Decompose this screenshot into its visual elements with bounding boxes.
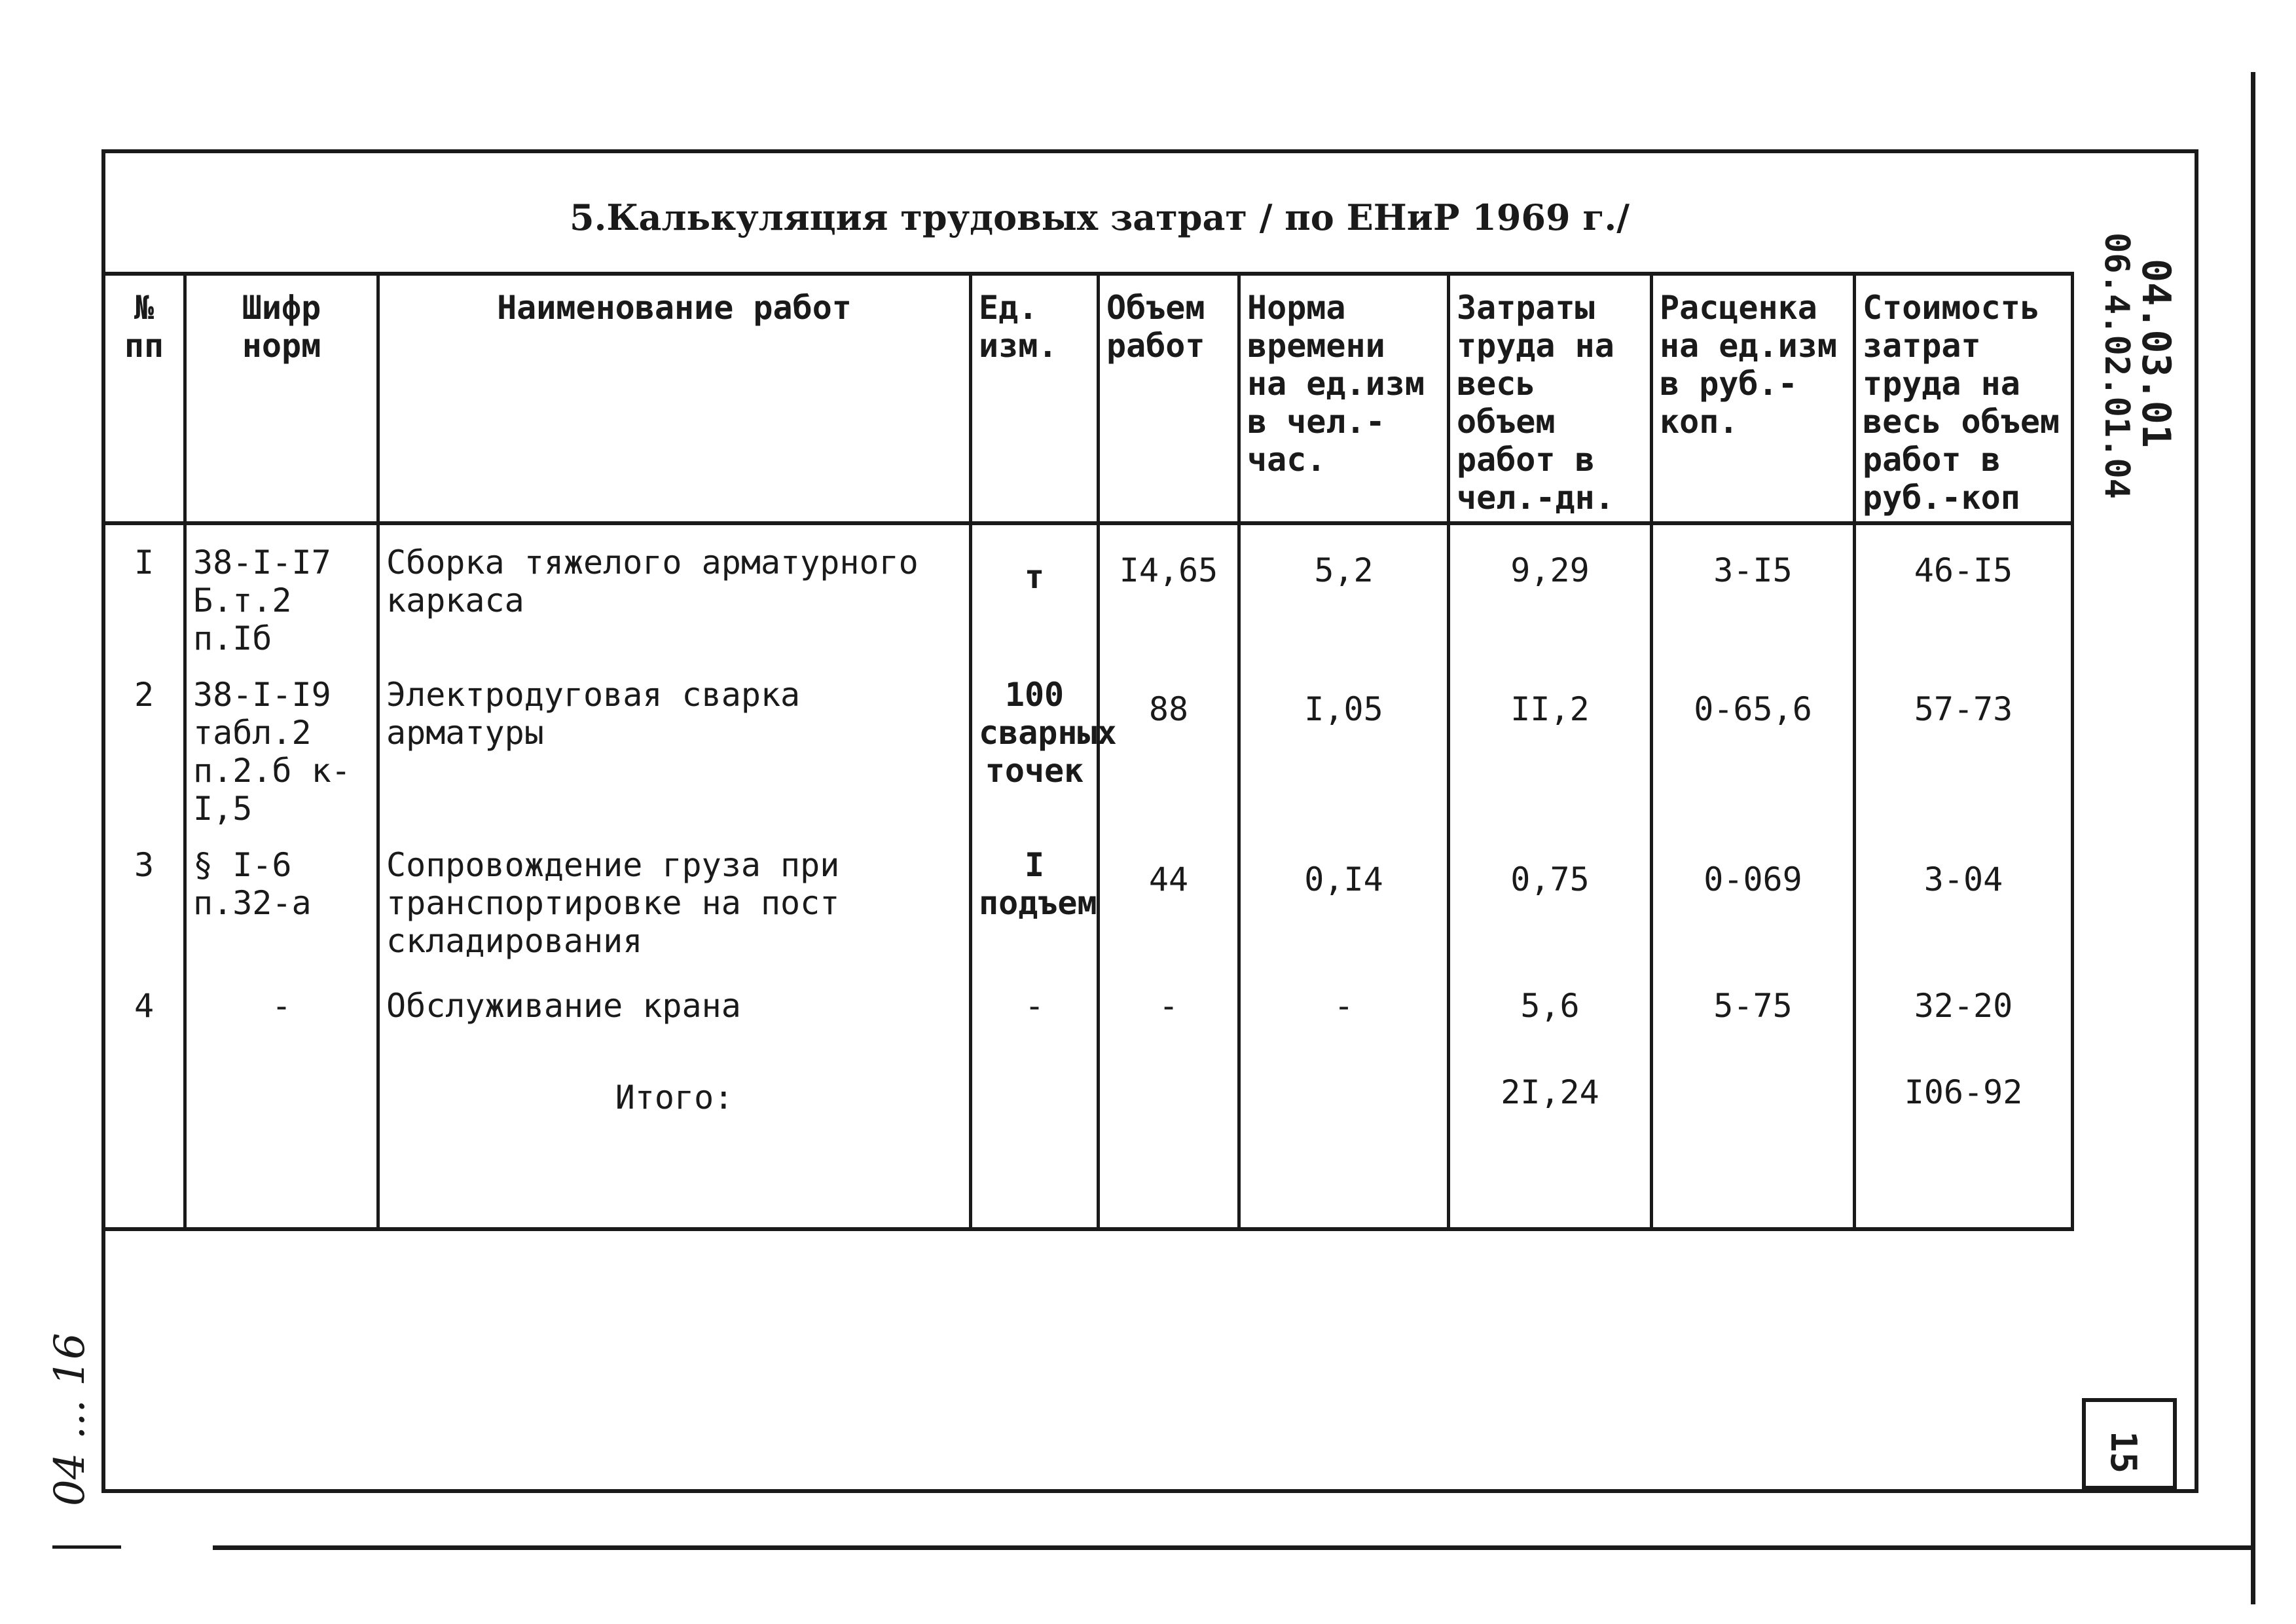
row-time-norm: I,05 [1239, 657, 1449, 828]
row-cost-total: 57-73 [1855, 657, 2073, 828]
header-time-norm: Норма времени на ед.изм в чел.-час. [1239, 274, 1449, 523]
row-cost-total: 3-04 [1855, 828, 2073, 969]
table-row [103, 828, 2073, 969]
row-time-norm: 5,2 [1239, 523, 1449, 657]
row-volume: 44 [1099, 828, 1239, 969]
header-labor-total: Затраты труда на весь объем работ в чел.-дн. [1449, 274, 1652, 523]
header-rate: Расценка на ед.изм в руб.-коп. [1652, 274, 1855, 523]
row-unit: I подъем [971, 828, 1099, 969]
total-labor: 2I,24 [1449, 1060, 1652, 1229]
row-work-name: Сопровождение груза при транспортировке на пост складирования [378, 828, 971, 969]
labor-cost-table [101, 272, 2074, 1231]
row-rate: 5-75 [1652, 969, 1855, 1060]
row-code: - [185, 969, 378, 1060]
row-number: 3 [103, 828, 185, 969]
row-code: 38-I-I7 Б.т.2 п.Iб [185, 523, 378, 657]
table-row [103, 523, 2073, 657]
row-time-norm: - [1239, 969, 1449, 1060]
total-cost: I06-92 [1855, 1060, 2073, 1229]
side-code-stamp [2094, 232, 2205, 540]
side-code-2: 06.4.02.01.04 [2097, 232, 2136, 499]
row-unit: - [971, 969, 1099, 1060]
row-labor-total: 0,75 [1449, 828, 1652, 969]
header-volume: Объем работ [1099, 274, 1239, 523]
row-time-norm: 0,I4 [1239, 828, 1449, 969]
row-work-name: Сборка тяжелого арматурного каркаса [378, 523, 971, 657]
row-unit: 100 сварных точек [971, 657, 1099, 828]
total-row [103, 1060, 2073, 1229]
header-unit: Ед. изм. [971, 274, 1099, 523]
right-border-line [2251, 72, 2255, 1604]
header-work-name: Наименование работ [378, 274, 971, 523]
row-volume: - [1099, 969, 1239, 1060]
row-cost-total: 32-20 [1855, 969, 2073, 1060]
header-number: № пп [103, 274, 185, 523]
row-number: 4 [103, 969, 185, 1060]
row-code: § I-6 п.32-а [185, 828, 378, 969]
row-volume: 88 [1099, 657, 1239, 828]
document-title: 5.Калькуляция трудовых затрат / по ЕНиР 1969 г./ [570, 196, 1630, 238]
row-number: 2 [103, 657, 185, 828]
row-labor-total: II,2 [1449, 657, 1652, 828]
row-work-name: Обслуживание крана [378, 969, 971, 1060]
row-rate: 0-069 [1652, 828, 1855, 969]
margin-handwritten-note: 04 ... 16 [46, 1333, 94, 1506]
bottom-border-line [213, 1545, 2255, 1550]
bottom-border-stub [52, 1545, 121, 1549]
row-labor-total: 9,29 [1449, 523, 1652, 657]
header-cost-total: Стоимость затрат труда на весь объем работ в руб.-коп [1855, 274, 2073, 523]
row-volume: I4,65 [1099, 523, 1239, 657]
table-header-row [103, 274, 2073, 523]
row-labor-total: 5,6 [1449, 969, 1652, 1060]
page-number: 15 [2103, 1431, 2144, 1474]
row-rate: 3-I5 [1652, 523, 1855, 657]
side-code-1: 04.03.01 [2133, 259, 2179, 448]
header-code: Шифр норм [185, 274, 378, 523]
row-number: I [103, 523, 185, 657]
row-work-name: Электродуговая сварка арматуры [378, 657, 971, 828]
table-row [103, 969, 2073, 1060]
total-label: Итого: [378, 1060, 971, 1229]
row-code: 38-I-I9 табл.2 п.2.б к-I,5 [185, 657, 378, 828]
row-unit: т [971, 523, 1099, 657]
row-rate: 0-65,6 [1652, 657, 1855, 828]
row-cost-total: 46-I5 [1855, 523, 2073, 657]
table-row [103, 657, 2073, 828]
